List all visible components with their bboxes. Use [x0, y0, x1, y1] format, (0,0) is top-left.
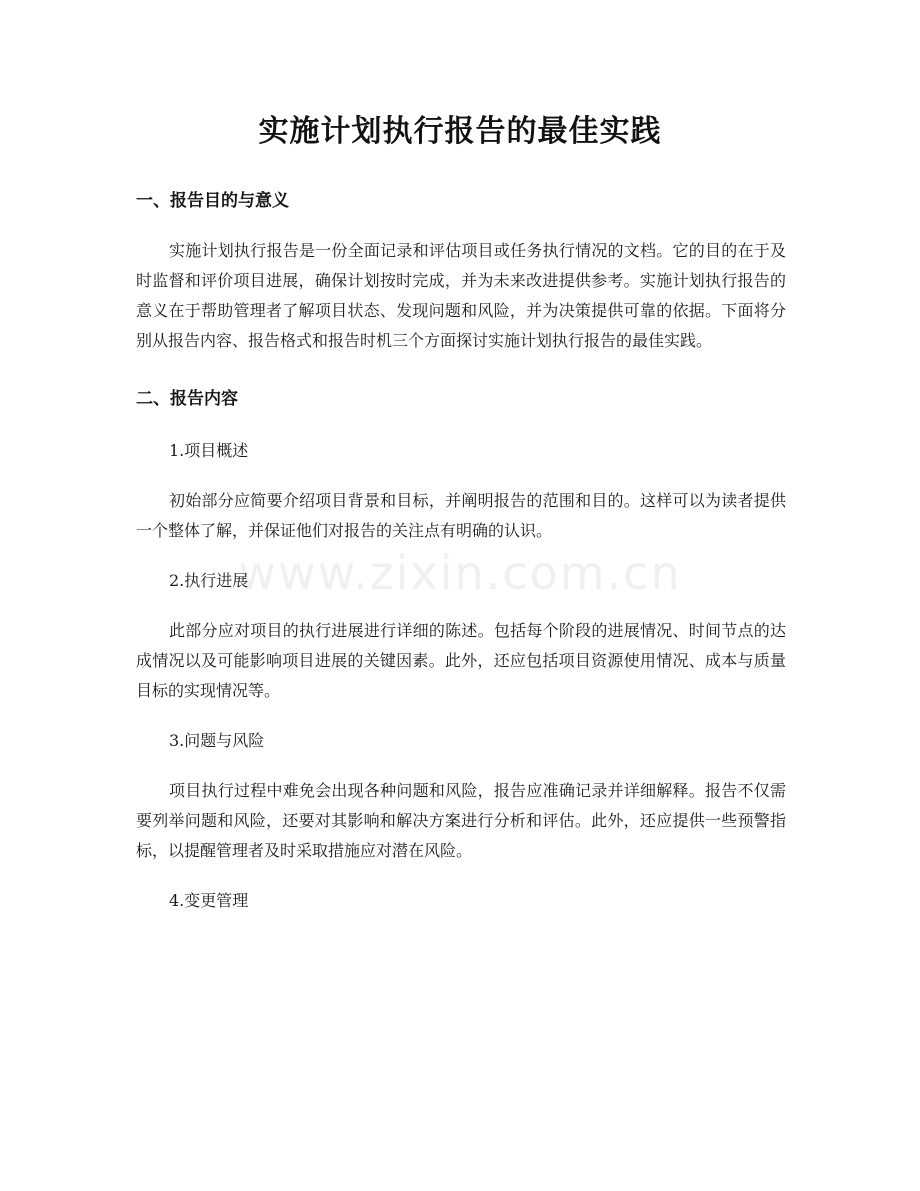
subheading-progress: 2.执行进展: [169, 571, 249, 590]
section-heading-content: 二、报告内容: [136, 389, 238, 409]
paragraph-issues-risks: 项目执行过程中难免会出现各种问题和风险，报告应准确记录并详细解释。报告不仅需要列举问题和风险，还要对其影响和解决方案进行分析和评估。此外，还应提供一些预警指标，以提醒管理者及时采取措施应对潜在风险。: [136, 781, 786, 860]
page-title: 实施计划执行报告的最佳实践: [258, 114, 662, 149]
paragraph-progress: 此部分应对项目的执行进展进行详细的陈述。包括每个阶段的进展情况、时间节点的达成情况以及可能影响项目进展的关键因素。此外，还应包括项目资源使用情况、成本与质量目标的实现情况等。: [136, 621, 786, 700]
watermark: www.zixin.com.cn: [238, 546, 682, 600]
section-paragraph-purpose: 实施计划执行报告是一份全面记录和评估项目或任务执行情况的文档。它的目的在于及时监督和评价项目进展，确保计划按时完成，并为未来改进提供参考。实施计划执行报告的意义在于帮助管理者了解项目状态、发现问题和风险，并为决策提供可靠的依据。下面将分别从报告内容、报告格式和报告时机三个方面探讨实施计划执行报告的最佳实践。: [136, 241, 786, 350]
section-heading-purpose: 一、报告目的与意义: [136, 191, 289, 211]
subheading-overview: 1.项目概述: [169, 441, 249, 460]
paragraph-overview: 初始部分应简要介绍项目背景和目标，并阐明报告的范围和目的。这样可以为读者提供一个整体了解，并保证他们对报告的关注点有明确的认识。: [136, 491, 786, 540]
subheading-issues-risks: 3.问题与风险: [169, 731, 265, 750]
document-body: [136, 184, 786, 916]
subheading-change-management: 4.变更管理: [169, 891, 249, 910]
